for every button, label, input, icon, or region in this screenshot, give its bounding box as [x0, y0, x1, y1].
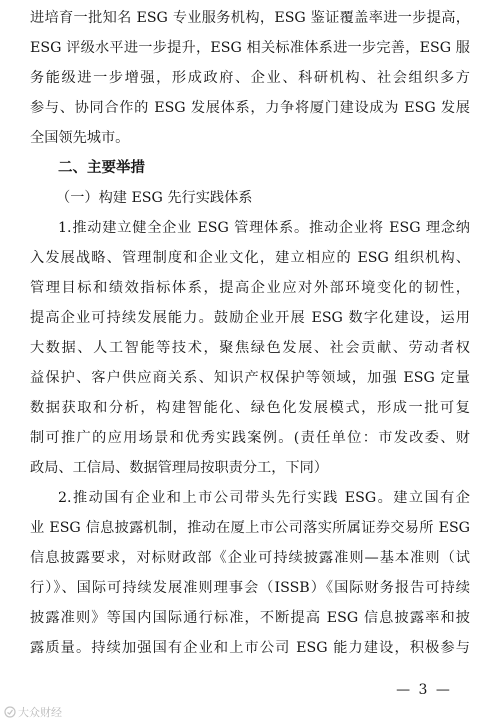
- page-number: — 3 —: [396, 682, 452, 698]
- paragraph-line: 提高企业可持续发展能力。鼓励企业开展 ESG 数字化建设，运用: [30, 310, 470, 326]
- paragraph-line: ESG 评级水平进一步提升，ESG 相关标准体系进一步完善，ESG 服: [30, 40, 470, 56]
- watermark: [4, 704, 62, 720]
- subsection-heading: （一）构建 ESG 先行实践体系: [56, 190, 253, 206]
- paragraph-line: 益保护、客户供应商关系、知识产权保护等领域，加强 ESG 定量: [30, 370, 470, 386]
- paragraph-line: 制可推广的应用场景和优秀实践案例。(责任单位：市发改委、财: [30, 430, 470, 446]
- paragraph-line: 1.推动建立健全企业 ESG 管理体系。推动企业将 ESG 理念纳: [58, 220, 470, 236]
- watermark-text: 大众财经: [18, 706, 62, 719]
- section-heading: 二、主要举措: [58, 160, 145, 176]
- paragraph-line: 披露准则》等国内国际通行标准，不断提高 ESG 信息披露率和披: [30, 610, 470, 626]
- paragraph-line: 政局、工信局、数据管理局按职责分工，下同）: [30, 460, 328, 476]
- paragraph-line: 管理目标和绩效指标体系，提高企业应对外部环境变化的韧性，: [30, 280, 470, 296]
- paragraph-line: 大数据、人工智能等技术，聚焦绿色发展、社会贡献、劳动者权: [30, 340, 470, 356]
- paragraph-line: 2.推动国有企业和上市公司带头先行实践 ESG。建立国有企: [58, 490, 470, 506]
- paragraph-line: 全国领先城市。: [30, 130, 130, 146]
- paragraph-line: 数据获取和分析，构建智能化、绿色化发展模式，形成一批可复: [30, 400, 470, 416]
- paragraph-line: 参与、协同合作的 ESG 发展体系，力争将厦门建设成为 ESG 发展: [30, 100, 470, 116]
- paragraph-line: 入发展战略、管理制度和企业文化，建立相应的 ESG 组织机构、: [30, 250, 470, 266]
- paragraph-line: 进培育一批知名 ESG 专业服务机构，ESG 鉴证覆盖率进一步提高，: [30, 10, 470, 26]
- paragraph-line: 信息披露要求，对标财政部《企业可持续披露准则—基本准则（试: [30, 550, 470, 566]
- watermark-logo-icon: [4, 706, 16, 718]
- paragraph-line: 务能级进一步增强，形成政府、企业、科研机构、社会组织多方: [30, 70, 470, 86]
- paragraph-line: 业 ESG 信息披露机制，推动在厦上市公司落实所属证券交易所 ESG: [30, 520, 470, 536]
- paragraph-line: 行）》、国际可持续发展准则理事会（ISSB）《国际财务报告可持续: [30, 580, 470, 596]
- paragraph-line: 露质量。持续加强国有企业和上市公司 ESG 能力建设，积极参与: [30, 640, 470, 656]
